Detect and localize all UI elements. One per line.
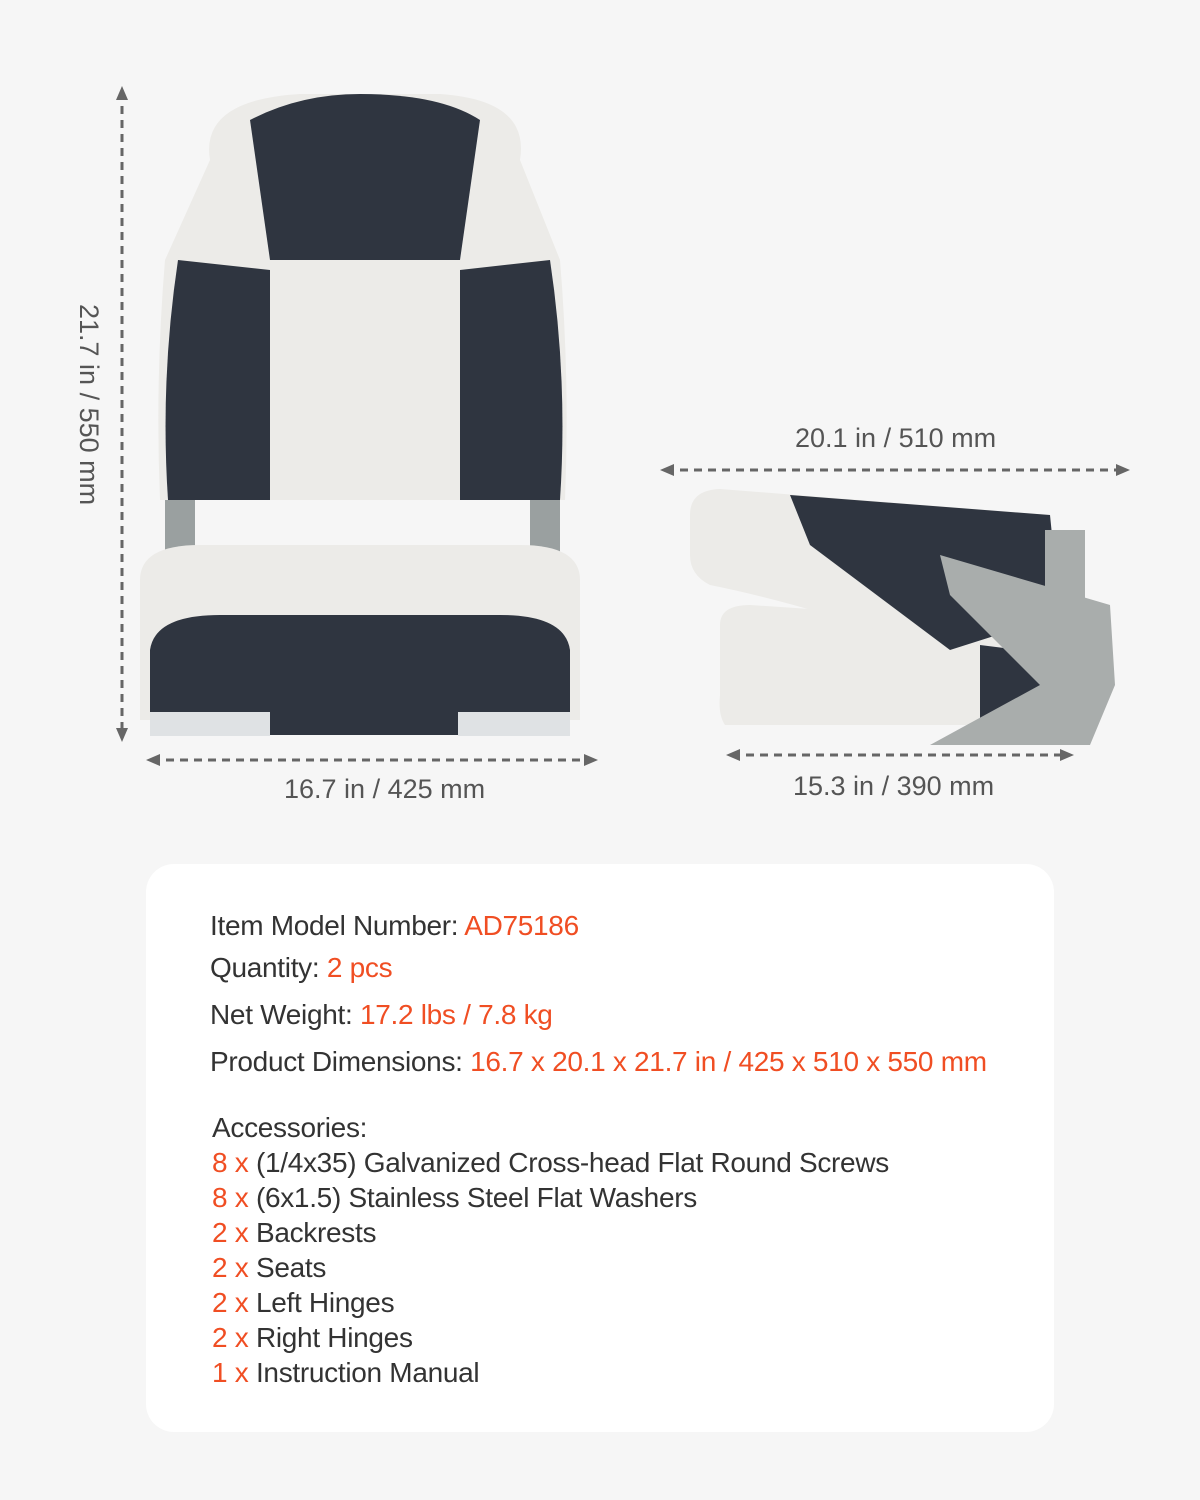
item-name: Backrests (255, 1217, 377, 1248)
item-qty: 2 x (212, 1287, 249, 1318)
list-item (212, 1250, 889, 1285)
folded-seat-image (650, 455, 1140, 765)
item-qty: 2 x (212, 1252, 249, 1283)
list-item (212, 1320, 889, 1355)
model-label: Item Model Number: (210, 910, 459, 941)
weight-label: Net Weight: (210, 999, 353, 1030)
height-dimension-label: 21.7 in / 550 mm (74, 304, 104, 506)
weight-value: 17.2 lbs / 7.8 kg (359, 999, 553, 1030)
item-name: Seats (255, 1252, 327, 1283)
item-qty: 8 x (212, 1147, 249, 1178)
accessories-list (212, 1110, 889, 1390)
list-item (212, 1285, 889, 1320)
quantity-label: Quantity: (210, 952, 320, 983)
spec-card (146, 864, 1054, 1432)
item-qty: 1 x (212, 1357, 249, 1388)
accessories-title: Accessories: (212, 1112, 368, 1143)
folded-width-dimension-label: 15.3 in / 390 mm (793, 771, 995, 801)
list-item (212, 1355, 889, 1390)
weight-row (210, 999, 553, 1031)
model-number-row (210, 910, 579, 942)
depth-dimension-label: 20.1 in / 510 mm (795, 423, 997, 453)
quantity-value: 2 pcs (326, 952, 393, 983)
item-name: (1/4x35) Galvanized Cross-head Flat Round Screws (255, 1147, 889, 1178)
list-item (212, 1180, 889, 1215)
front-seat-image (60, 80, 620, 780)
dimensions-value: 16.7 x 20.1 x 21.7 in / 425 x 510 x 550 mm (470, 1046, 987, 1077)
model-value: AD75186 (464, 910, 579, 941)
item-qty: 2 x (212, 1322, 249, 1353)
list-item (212, 1215, 889, 1250)
item-name: Left Hinges (255, 1287, 395, 1318)
width-dimension-label: 16.7 in / 425 mm (284, 774, 486, 804)
item-name: (6x1.5) Stainless Steel Flat Washers (255, 1182, 697, 1213)
item-name: Right Hinges (255, 1322, 413, 1353)
dimensions-row (210, 1046, 987, 1078)
list-item (212, 1145, 889, 1180)
dimensions-label: Product Dimensions: (210, 1046, 463, 1077)
quantity-row (210, 952, 392, 984)
item-qty: 8 x (212, 1182, 249, 1213)
item-qty: 2 x (212, 1217, 249, 1248)
item-name: Instruction Manual (255, 1357, 480, 1388)
